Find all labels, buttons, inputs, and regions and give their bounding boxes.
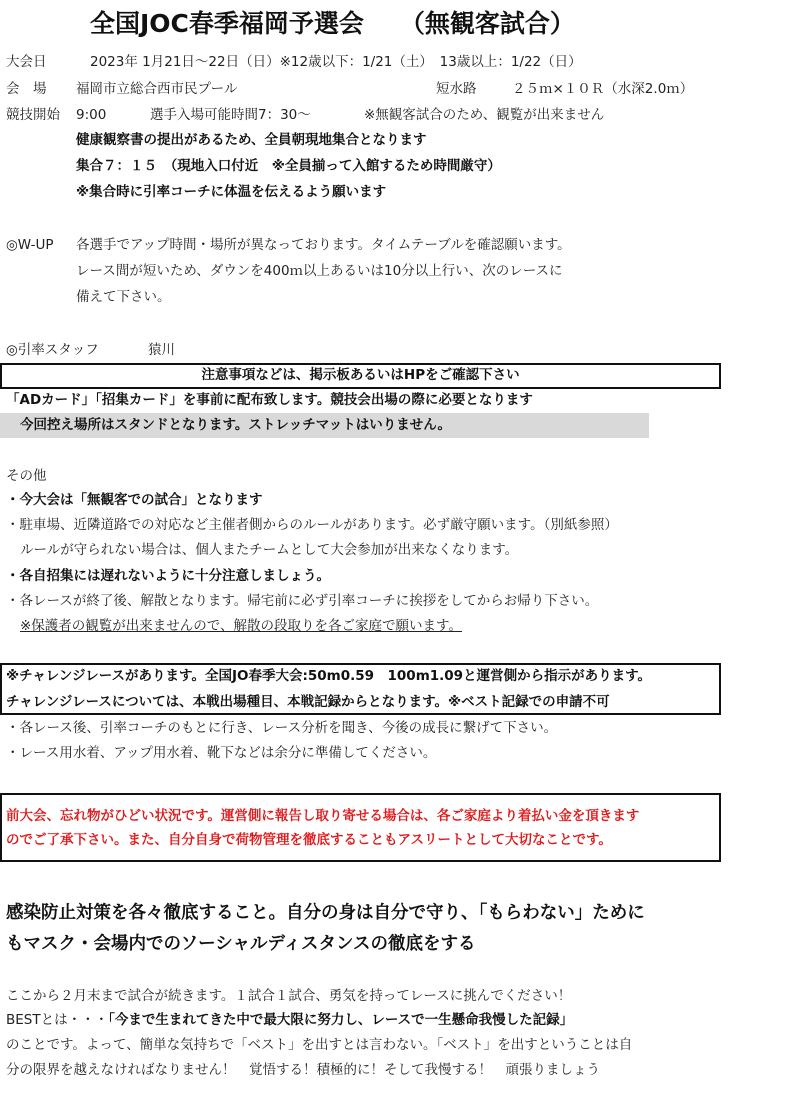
challenge-line-1: ※チャレンジレースがあります。全国JO春季大会:50m0.59 100m1.09と運営側から指示があります。 <box>6 668 651 684</box>
page-title <box>90 4 575 40</box>
closing-line-1: ここから２月末まで試合が続きます。１試合１試合、勇気を持ってレースに挑んでください！ <box>6 988 572 1004</box>
cards-line: 「ADカード」「招集カード」を事前に配布致します。競技会出場の際に必要となります <box>6 392 533 408</box>
infection-line-2: もマスク・会場内でのソーシャルディスタンスの徹底をする <box>6 934 476 954</box>
other-item-2a: ・駐車場、近隣道路での対応など主催者側からのルールがあります。必ず厳守願います。（別紙参照） <box>6 517 618 533</box>
title-sub: （無観客試合） <box>399 9 575 38</box>
other-heading: その他 <box>6 468 47 484</box>
other-item-1: ・今大会は「無観客での試合」となります <box>6 492 263 508</box>
start-note: ※無観客試合のため、観覧が出来ません <box>364 107 605 123</box>
wup-label: ◎W-UP <box>6 237 54 253</box>
other-item-4a: ・各レースが終了後、解散となります。帰宅前に必ず引率コーチに挨拶をしてからお帰り下さい。 <box>6 593 599 609</box>
closing-line-4: 分の限界を越えなければなりません！ 覚悟する！積極的に！そして我慢する！ 頑張りましょう <box>6 1062 600 1078</box>
challenge-line-2: チャレンジレースについては、本戦出場種目、本戦記録からとなります。※ベスト記録での申請不可 <box>6 694 610 710</box>
assembly-time: 集合７：１５ （現地入口付近 ※全員揃って入館するため時間厳守） <box>76 158 501 174</box>
other-item-3: ・各自招集には遅れないように十分注意しましょう。 <box>6 568 330 584</box>
lost-items-line-1: 前大会、忘れ物がひどい状況です。運営側に報告し取り寄せる場合は、各ご家庭より着払い金を頂きます <box>6 808 640 824</box>
stand-line: 今回控え場所はスタンドとなります。ストレッチマットはいりません。 <box>20 417 452 433</box>
health-form-notice: 健康観察書の提出があるため、全員朝現地集合となります <box>76 132 427 148</box>
lost-items-box <box>0 793 721 862</box>
temperature-notice: ※集合時に引率コーチに体温を伝えるよう願います <box>76 184 387 200</box>
other-item-4b: ※保護者の観覧が出来ませんので、解散の段取りを各ご家庭で願います。 <box>20 618 462 634</box>
wup-line-1: 各選手でアップ時間・場所が異なっております。タイムテーブルを確認願います。 <box>76 237 571 253</box>
best-prefix: BESTとは・・・ <box>6 1012 109 1028</box>
wup-line-2: レース間が短いため、ダウンを400ｍ以上あるいは10分以上行い、次のレースに <box>76 263 563 279</box>
other-item-2b: ルールが守られない場合は、個人またチームとして大会参加が出来なくなります。 <box>20 542 519 558</box>
infection-line-1: 感染防止対策を各々徹底すること。自分の身は自分で守り、「もらわない」ために <box>6 903 645 923</box>
title-main: 全国JOC春季福岡予選会 <box>90 9 364 38</box>
lost-items-line-2: のでご了承下さい。また、自分自身で荷物管理を徹底することもアスリートとして大切なことです。 <box>6 832 612 848</box>
venue-label: 会 場 <box>6 81 47 97</box>
start-entry: 選手入場可能時間7：30〜 <box>150 107 311 123</box>
best-definition: 「今まで生まれてきた中で最大限に努力し、レースで一生懸命我慢した記録」 <box>108 1012 574 1028</box>
start-label: 競技開始 <box>6 107 60 123</box>
date-label: 大会日 <box>6 54 47 70</box>
closing-line-3: のことです。よって、簡単な気持ちで「ベスト」を出すとは言わない。「ベスト」を出すということは自 <box>6 1037 633 1053</box>
notice-box-text: 注意事項などは、掲示板あるいはHPをご確認下さい <box>201 367 520 383</box>
date-value: 2023年 1月21日〜22日（日）※12歳以下：1/21（土） 13歳以上：1/22（日） <box>90 54 582 70</box>
closing-line-2 <box>6 1010 573 1030</box>
venue-value: 福岡市立総合西市民プール <box>76 81 238 97</box>
wup-line-3: 備えて下さい。 <box>76 289 171 305</box>
start-time: 9:00 <box>76 107 107 123</box>
staff-label: ◎引率スタッフ <box>6 342 99 358</box>
challenge-after-1: ・各レース後、引率コーチのもとに行き、レース分析を聞き、今後の成長に繋げて下さい。 <box>6 720 558 736</box>
pool-label: 短水路 <box>436 81 477 97</box>
staff-name: 猿川 <box>148 342 175 358</box>
pool-value: ２５ｍ×１０Ｒ（水深2.0ｍ） <box>512 81 694 97</box>
challenge-after-2: ・レース用水着、アップ用水着、靴下などは余分に準備してください。 <box>6 745 437 761</box>
